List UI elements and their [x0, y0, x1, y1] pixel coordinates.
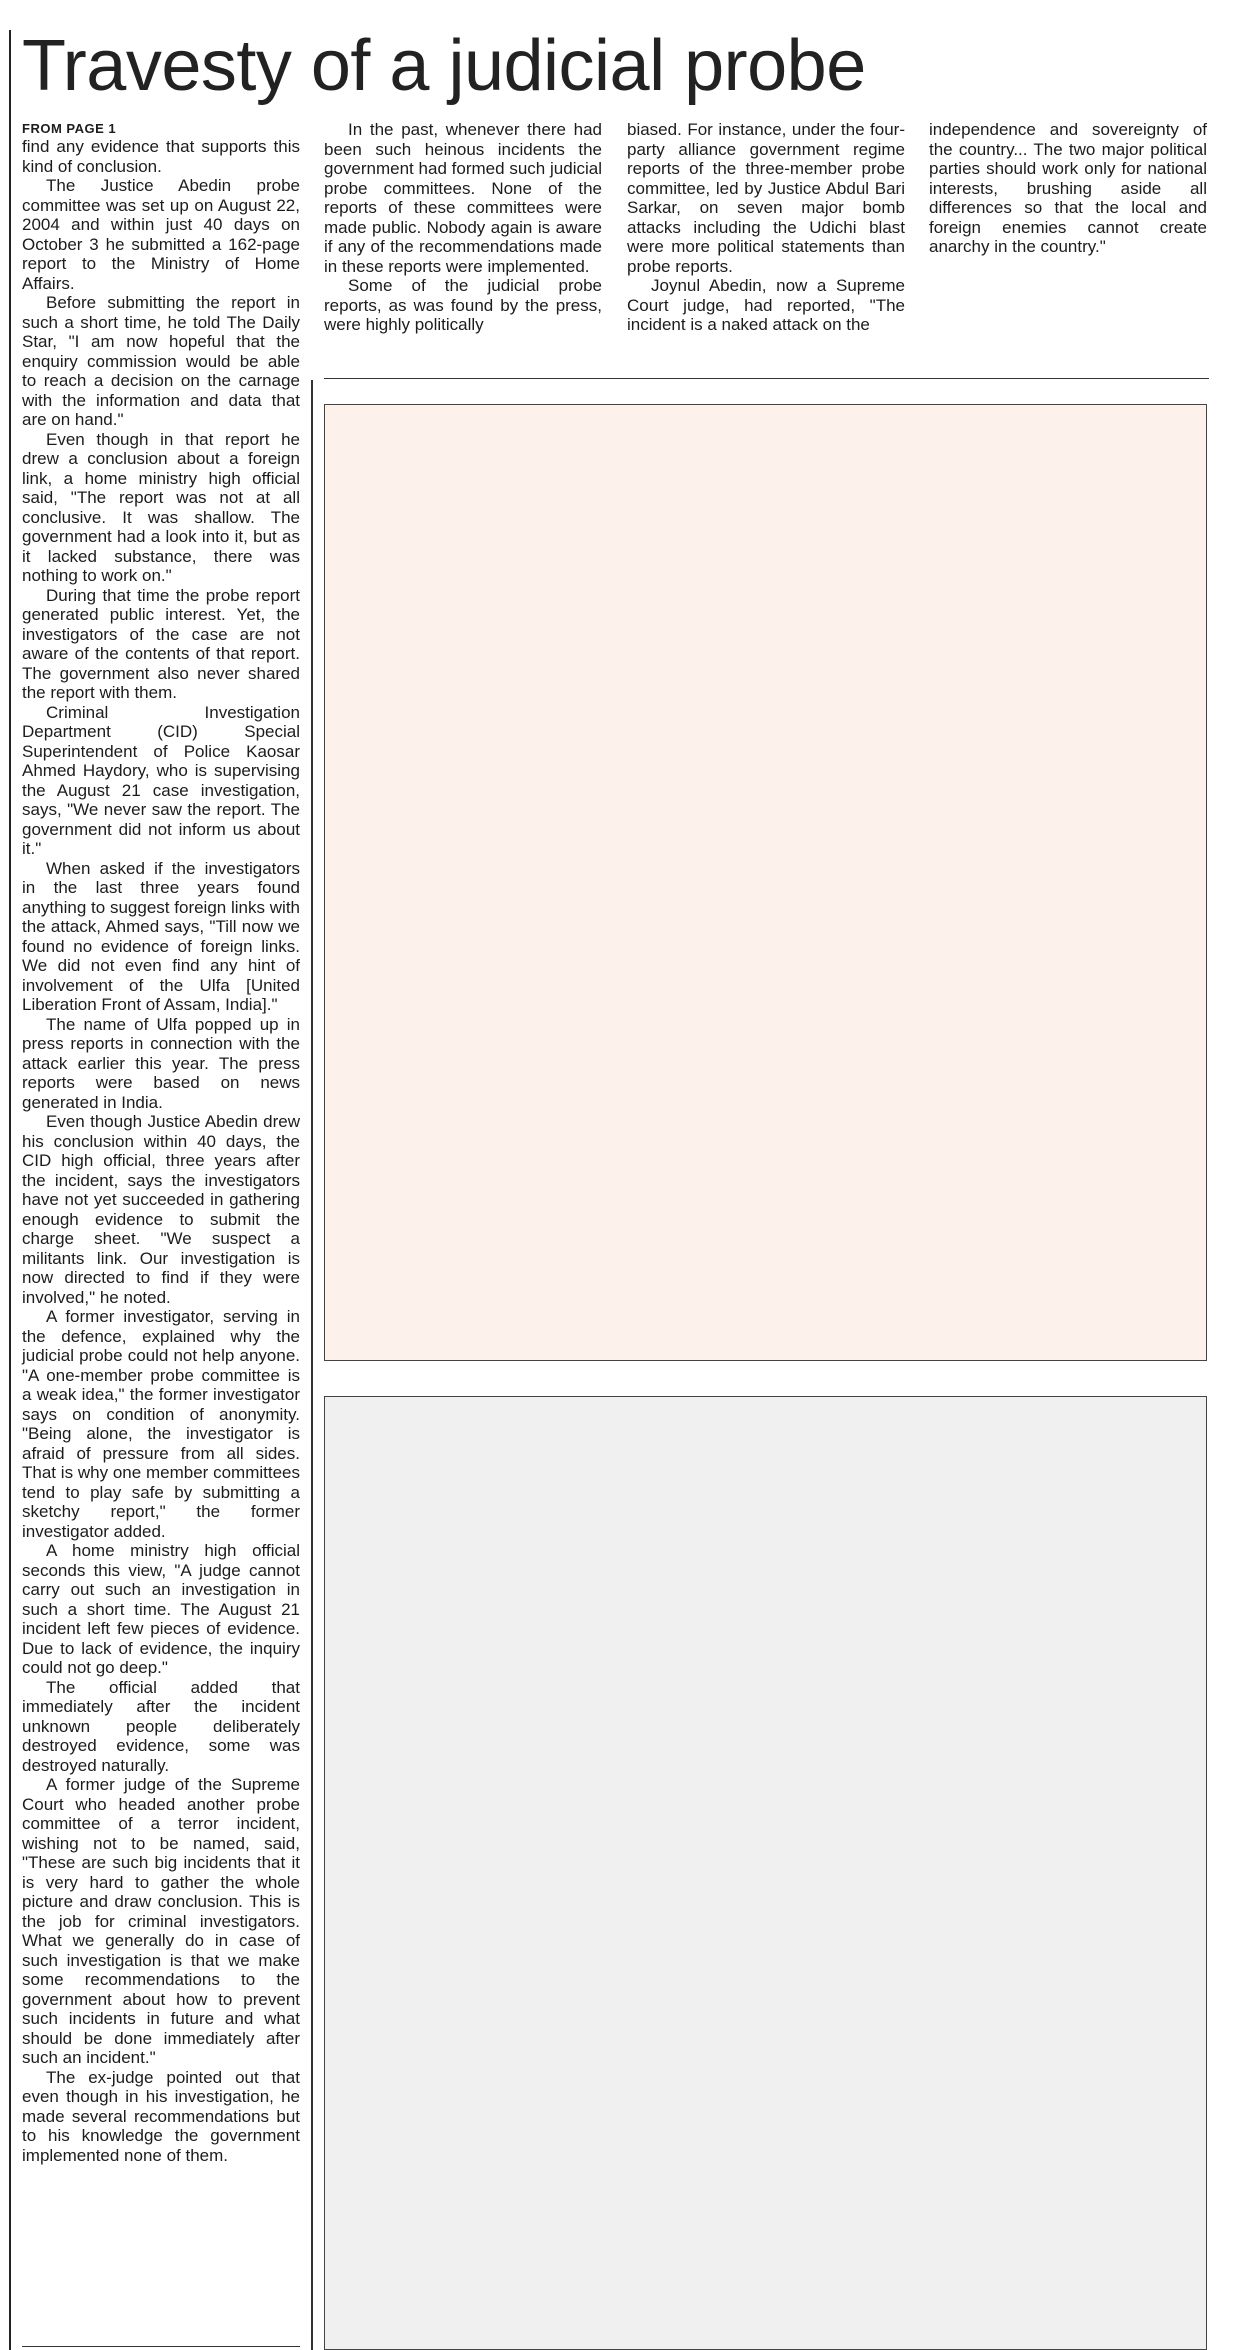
paragraph: Before submitting the report in such a short time, he told The Daily Star, "I am now hopeful that the enquiry commission would be able to reach a decision on the carnage with the information and data that are on hand.": [22, 293, 300, 429]
paragraph: biased. For instance, under the four-party alliance government regime reports of the three-member probe committee, led by Justice Abdul Bari Sarkar, on seven major bomb attacks including the Udichi blast were more political statements than probe reports.: [627, 120, 905, 276]
paragraph: Even though Justice Abedin drew his conclusion within 40 days, the CID high official, three years after the incident, says the investigators have not yet succeeded in gathering enough evidence to submit the charge sheet. "We suspect a militants link. Our investigation is now directed to find if they were involved," he noted.: [22, 1112, 300, 1307]
paragraph: A former investigator, serving in the defence, explained why the judicial probe could not help anyone. "A one-member probe committee is a weak idea," the former investigator says on condition of anonymity. "Being alone, the investigator is afraid of pressure from all sides. That is why one member committees tend to play safe by submitting a sketchy report," the former investigator added.: [22, 1307, 300, 1541]
article-column-4: [929, 120, 1207, 257]
paragraph: find any evidence that supports this kind of conclusion.: [22, 137, 300, 176]
paragraph: The ex-judge pointed out that even though in his investigation, he made several recommendations but to his knowledge the government implemented none of them.: [22, 2067, 300, 2165]
article-column-2: [324, 120, 602, 335]
paragraph: In the past, whenever there had been such heinous incidents the government had formed such judicial probe committees. None of the reports of these committees were made public. Nobody again is aware if any of the recommendations made in these reports were implemented.: [324, 120, 602, 276]
paragraph: The name of Ulfa popped up in press reports in connection with the attack earlier this year. The press reports were based on news generated in India.: [22, 1014, 300, 1112]
column-end-rule: [22, 2346, 300, 2347]
article-column-1: [22, 120, 300, 2165]
paragraph: When asked if the investigators in the last three years found anything to suggest foreign links with the attack, Ahmed says, "Till now we found no evidence of foreign links. We did not even find any hint of involvement of the Ulfa [United Liberation Front of Assam, India].": [22, 858, 300, 1014]
paragraph: independence and sovereignty of the country... The two major political parties should work only for national interests, brushing aside all differences so that the local and foreign enemies cannot create anarchy in the country.": [929, 120, 1207, 256]
paragraph: The Justice Abedin probe committee was set up on August 22, 2004 and within just 40 days on October 3 he submitted a 162-page report to the Ministry of Home Affairs.: [22, 176, 300, 293]
paragraph: The official added that immediately after the incident unknown people deliberately destroyed evidence, some was destroyed naturally.: [22, 1677, 300, 1775]
photo-placeholder-top: [324, 404, 1207, 1361]
page-left-rule: [9, 30, 11, 2350]
paragraph: Joynul Abedin, now a Supreme Court judge, had reported, "The incident is a naked attack on the: [627, 276, 905, 334]
paragraph: Criminal Investigation Department (CID) Special Superintendent of Police Kaosar Ahmed Haydory, who is supervising the August 21 case investigation, says, "We never saw the report. The government did not inform us about it.": [22, 702, 300, 858]
article-column-3: [627, 120, 905, 335]
paragraph: A home ministry high official seconds this view, "A judge cannot carry out such an investigation in such a short time. The August 21 incident left few pieces of evidence. Due to lack of evidence, the inquiry could not go deep.": [22, 1541, 300, 1677]
paragraph: During that time the probe report generated public interest. Yet, the investigators of the case are not aware of the contents of that report. The government also never shared the report with them.: [22, 585, 300, 702]
kicker-from-page: FROM PAGE 1: [22, 121, 117, 136]
photo-placeholder-bottom: [324, 1396, 1207, 2350]
horizontal-rule: [324, 378, 1209, 379]
headline: Travesty of a judicial probe: [22, 26, 866, 106]
column-divider: [311, 380, 313, 2350]
paragraph: A former judge of the Supreme Court who headed another probe committee of a terror incident, wishing not to be named, said, "These are such big incidents that it is very hard to gather the whole picture and draw conclusion. This is the job for criminal investigators. What we generally do in case of such investigation is that we make some recommendations to the government about how to prevent such incidents in future and what should be done immediately after such an incident.": [22, 1775, 300, 2067]
paragraph: Even though in that report he drew a conclusion about a foreign link, a home ministry high official said, "The report was not at all conclusive. It was shallow. The government had a look into it, but as it lacked substance, there was nothing to work on.": [22, 429, 300, 585]
paragraph: Some of the judicial probe reports, as was found by the press, were highly politically: [324, 276, 602, 334]
